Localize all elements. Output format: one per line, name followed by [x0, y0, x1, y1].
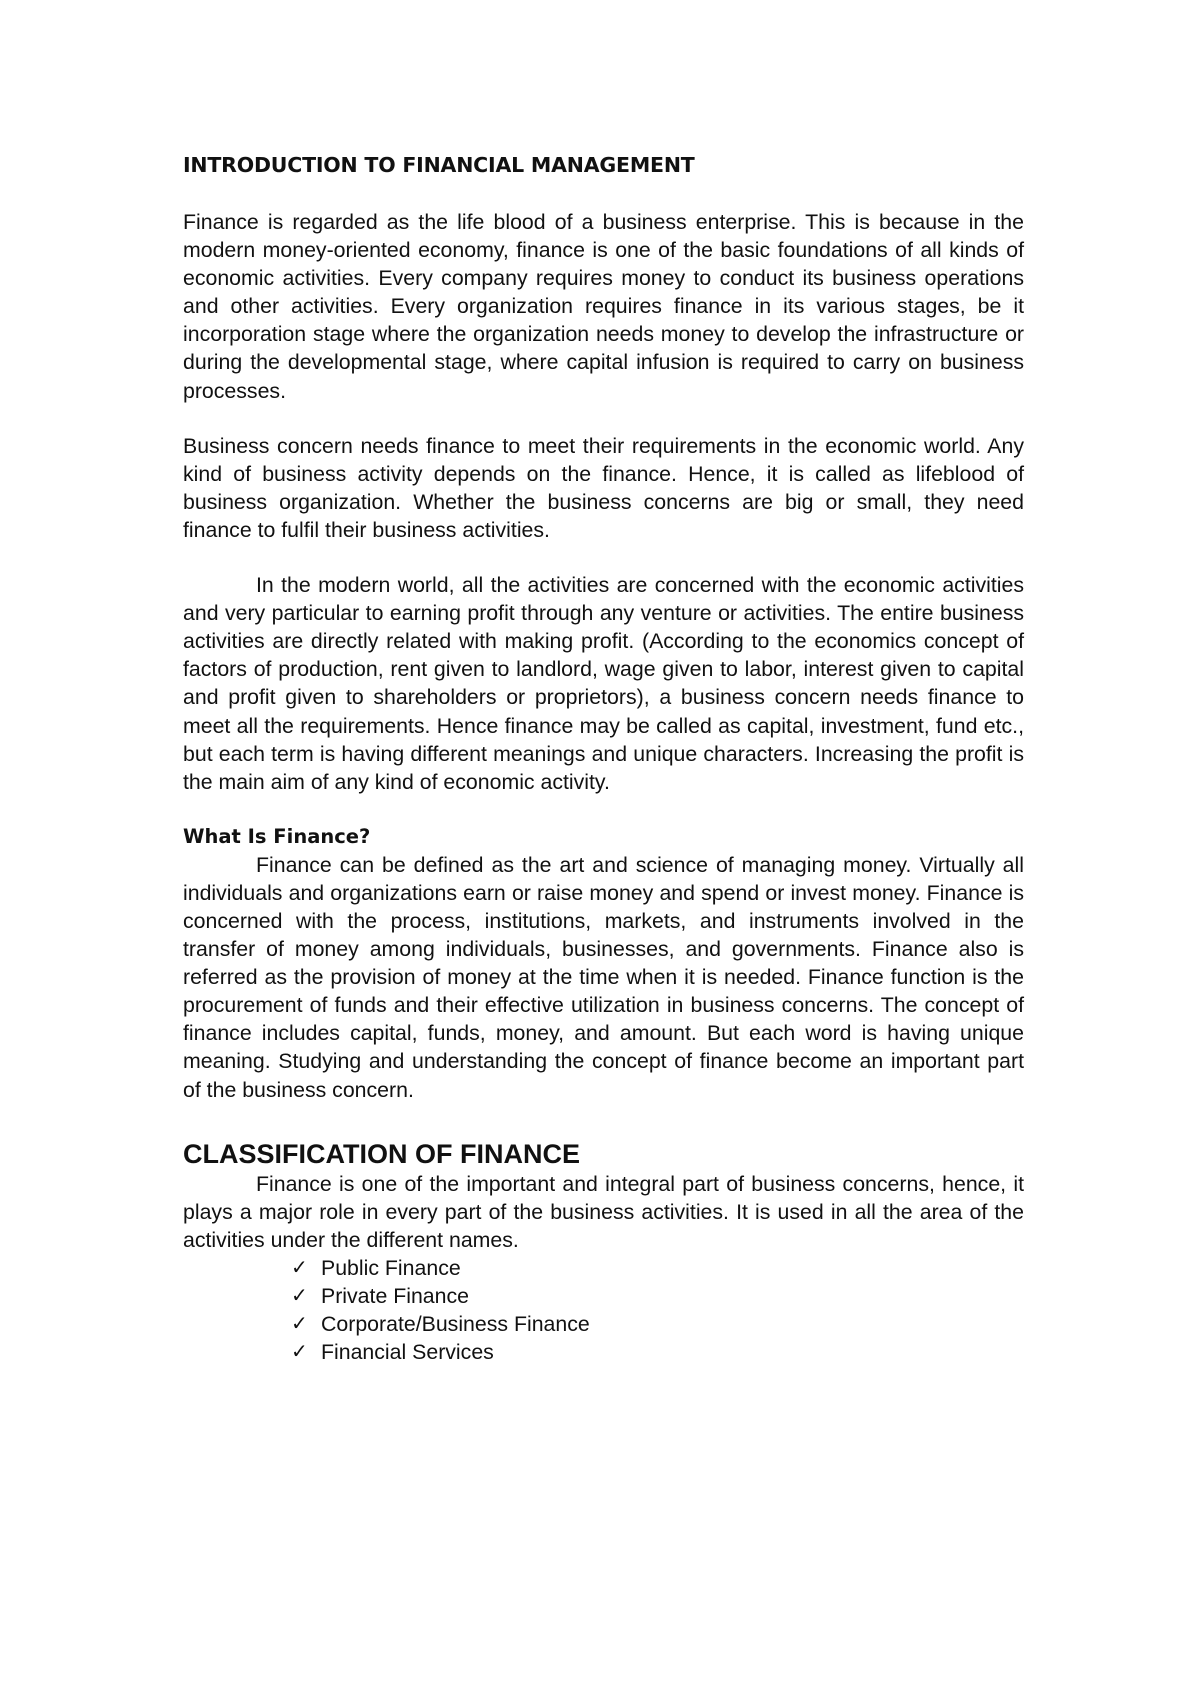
list-item [291, 1254, 1024, 1282]
classification-body: Finance is one of the important and integral part of business concerns, hence, it plays a major role in every part of the business activities. It is used in all the area of the activities under the different names. [183, 1171, 1024, 1252]
checkmark-icon: ✓ [291, 1313, 308, 1336]
document-title: INTRODUCTION TO FINANCIAL MANAGEMENT [183, 153, 695, 177]
list-item [291, 1338, 1024, 1366]
checkmark-icon: ✓ [291, 1341, 308, 1364]
list-item [291, 1282, 1024, 1310]
checkmark-icon: ✓ [291, 1256, 308, 1279]
list-item-label: Corporate/Business Finance [321, 1312, 590, 1337]
what-is-finance-body: Finance can be defined as the art and science of managing money. Virtually all individuals and organizations earn or raise money and spend or invest money. Finance is concerned with the process, institutions, markets, and instruments involved in the transfer of money among individuals, businesses, and governments. Finance also is referred as the provision of money at the time when it is needed. Finance function is the procurement of funds and their effective utilization in business concerns. The concept of finance includes capital, funds, money, and amount. But each word is having unique meaning. Studying and understanding the concept of finance become an important part of the business concern. [183, 852, 1024, 1102]
list-item-label: Private Finance [321, 1284, 469, 1308]
paragraph-business-concern: Business concern needs finance to meet their requirements in the economic world. Any kind of business activity depends on the finance. Hence, it is called as lifeblood of business organization. Whether the business concerns are big or small, they need finance to fulfil their business activities. [183, 433, 1024, 542]
list-item [291, 1310, 1024, 1338]
list-item-label: Financial Services [321, 1340, 494, 1365]
classification-heading: CLASSIFICATION OF FINANCE [183, 1138, 580, 1169]
paragraph-life-blood: Finance is regarded as the life blood of a business enterprise. This is because in the modern money-oriented economy, finance is one of the basic foundations of all kinds of economic activities. Every company requires money to conduct its business operations and other activities. Every organization requires finance in its various stages, be it incorporation stage where the organization needs money to develop the infrastructure or during the developmental stage, where capital infusion is required to carry on business processes. [183, 210, 1024, 403]
finance-types-list [183, 1254, 1024, 1366]
checkmark-icon: ✓ [291, 1285, 308, 1308]
what-is-finance-heading: What Is Finance? [183, 824, 371, 848]
paragraph-modern-world: In the modern world, all the activities are concerned with the economic activities and very particular to earning profit through any venture or activities. The entire business activities are directly related with making profit. (According to the economics concept of factors of production, rent given to landlord, wage given to labor, interest given to capital and profit given to shareholders or proprietors), a business concern needs finance to meet all the requirements. Hence finance may be called as capital, investment, fund etc., but each term is having different meanings and unique characters. Increasing the profit is the main aim of any kind of economic activity. [183, 573, 1024, 794]
list-item-label: Public Finance [321, 1255, 461, 1280]
document-page [183, 152, 1024, 1366]
